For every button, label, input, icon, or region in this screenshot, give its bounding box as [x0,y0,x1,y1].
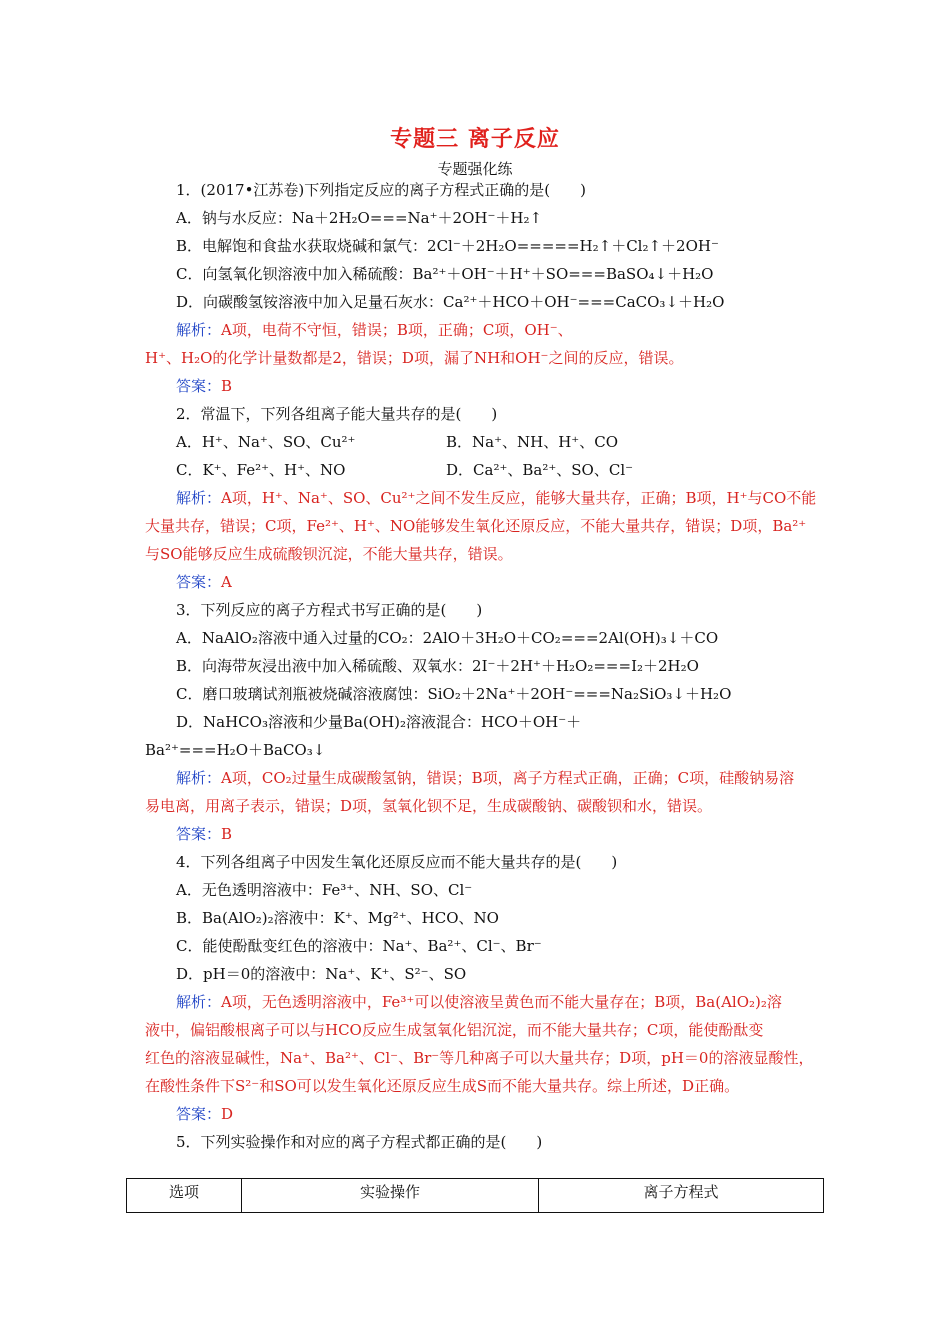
q3-stem: 3．下列反应的离子方程式书写正确的是( ) [176,601,483,619]
q4-analysis-cont: 液中，偏铝酸根离子可以与HCO反应生成氢氧化铝沉淀，而不能大量共存；C项，能使酚酞变 [145,1021,764,1039]
answer-value: D [221,1105,234,1123]
q2-option-d: D．Ca²⁺、Ba²⁺、SO、Cl⁻ [446,461,634,479]
q2-stem: 2．常温下，下列各组离子能大量共存的是( ) [176,405,498,423]
analysis-label: 解析： [176,489,222,507]
q4-option-a: A．无色透明溶液中：Fe³⁺、NH、SO、Cl⁻ [176,881,473,899]
q2-answer [176,572,232,592]
analysis-label: 解析： [176,321,222,339]
answer-value: A [221,573,232,591]
q4-answer [176,1104,233,1124]
q2-option-a: A．H⁺、Na⁺、SO、Cu²⁺ [176,433,356,451]
q4-option-d: D．pH＝0的溶液中：Na⁺、K⁺、S²⁻、SO [176,965,467,983]
answer-value: B [221,825,233,843]
answer-label: 答案： [176,825,222,843]
table-header-row [127,1179,824,1213]
answer-label: 答案： [176,377,222,395]
analysis-text: A项，CO₂过量生成碳酸氢钠，错误；B项，离子方程式正确，正确；C项，硅酸钠易溶 [221,769,795,787]
analysis-text: A项，电荷不守恒，错误；B项，正确；C项，OH⁻、 [221,321,573,339]
q3-option-c: C．磨口玻璃试剂瓶被烧碱溶液腐蚀：SiO₂＋2Na⁺＋2OH⁻===Na₂SiO₃↓＋H₂O [176,685,732,703]
q4-option-c: C．能使酚酞变红色的溶液中：Na⁺、Ba²⁺、Cl⁻、Br⁻ [176,937,542,955]
q3-analysis-cont: 易电离，用离子表示，错误；D项，氢氧化钡不足，生成碳酸钠、碳酸钡和水，错误。 [145,797,713,815]
q1-option-a: A．钠与水反应：Na＋2H₂O===Na⁺＋2OH⁻＋H₂↑ [176,209,543,227]
q3-analysis [176,768,794,788]
analysis-label: 解析： [176,769,222,787]
q2-analysis-cont: 与SO能够反应生成硫酸钡沉淀，不能大量共存，错误。 [145,545,513,563]
q1-answer [176,376,232,396]
q2-option-b: B．Na⁺、NH、H⁺、CO [446,433,618,451]
q3-option-d: D．NaHCO₃溶液和少量Ba(OH)₂溶液混合：HCO＋OH⁻＋ [176,713,582,731]
answer-label: 答案： [176,1105,222,1123]
answer-label: 答案： [176,573,222,591]
q4-analysis-cont: 红色的溶液显碱性，Na⁺、Ba²⁺、Cl⁻、Br⁻等几种离子可以大量共存；D项，pH＝0的溶液显酸性， [145,1049,814,1067]
q3-option-a: A．NaAlO₂溶液中通入过量的CO₂：2AlO＋3H₂O＋CO₂===2Al(OH)₃↓＋CO [176,629,719,647]
q1-option-b: B．电解饱和食盐水获取烧碱和氯气：2Cl⁻＋2H₂O=====H₂↑＋Cl₂↑＋2OH⁻ [176,237,719,255]
q1-stem: 1．(2017•江苏卷)下列指定反应的离子方程式正确的是( ) [176,181,586,199]
analysis-label: 解析： [176,993,222,1011]
page-title: 专题三 离子反应 [390,127,560,152]
page-subtitle: 专题强化练 [437,160,513,178]
q3-answer [176,824,232,844]
q3-option-b: B．向海带灰浸出液中加入稀硫酸、双氧水：2I⁻＋2H⁺＋H₂O₂===I₂＋2H₂O [176,657,699,675]
analysis-text: A项，无色透明溶液中，Fe³⁺可以使溶液呈黄色而不能大量存在；B项，Ba(AlO₂)₂溶 [221,993,782,1011]
q4-option-b: B．Ba(AlO₂)₂溶液中：K⁺、Mg²⁺、HCO、NO [176,909,499,927]
table-header-cell: 实验操作 [242,1179,539,1213]
table-header-cell: 离子方程式 [539,1179,824,1213]
q1-analysis-cont: H⁺、H₂O的化学计量数都是2，错误；D项，漏了NH和OH⁻之间的反应，错误。 [145,349,684,367]
q5-stem: 5．下列实验操作和对应的离子方程式都正确的是( ) [176,1133,543,1151]
answer-value: B [221,377,233,395]
q4-analysis [176,992,782,1012]
q2-analysis [176,488,816,508]
table-header-cell: 选项 [127,1179,242,1213]
q1-option-c: C．向氢氧化钡溶液中加入稀硫酸：Ba²⁺＋OH⁻＋H⁺＋SO===BaSO₄↓＋H₂O [176,265,714,283]
q2-option-c: C．K⁺、Fe²⁺、H⁺、NO [176,461,346,479]
q4-analysis-cont: 在酸性条件下S²⁻和SO可以发生氧化还原反应生成S而不能大量共存。综上所述，D正确。 [145,1077,740,1095]
q4-stem: 4．下列各组离子中因发生氧化还原反应而不能大量共存的是( ) [176,853,618,871]
q1-analysis [176,320,573,340]
q2-analysis-cont: 大量共存，错误；C项，Fe²⁺、H⁺、NO能够发生氧化还原反应，不能大量共存，错误；D项，Ba²⁺ [145,517,807,535]
q3-option-d-cont: Ba²⁺===H₂O＋BaCO₃↓ [145,741,326,759]
q1-option-d: D．向碳酸氢铵溶液中加入足量石灰水：Ca²⁺＋HCO＋OH⁻===CaCO₃↓＋H₂O [176,293,725,311]
analysis-text: A项，H⁺、Na⁺、SO、Cu²⁺之间不发生反应，能够大量共存，正确；B项，H⁺与CO不能 [221,489,817,507]
q5-table [126,1178,824,1213]
